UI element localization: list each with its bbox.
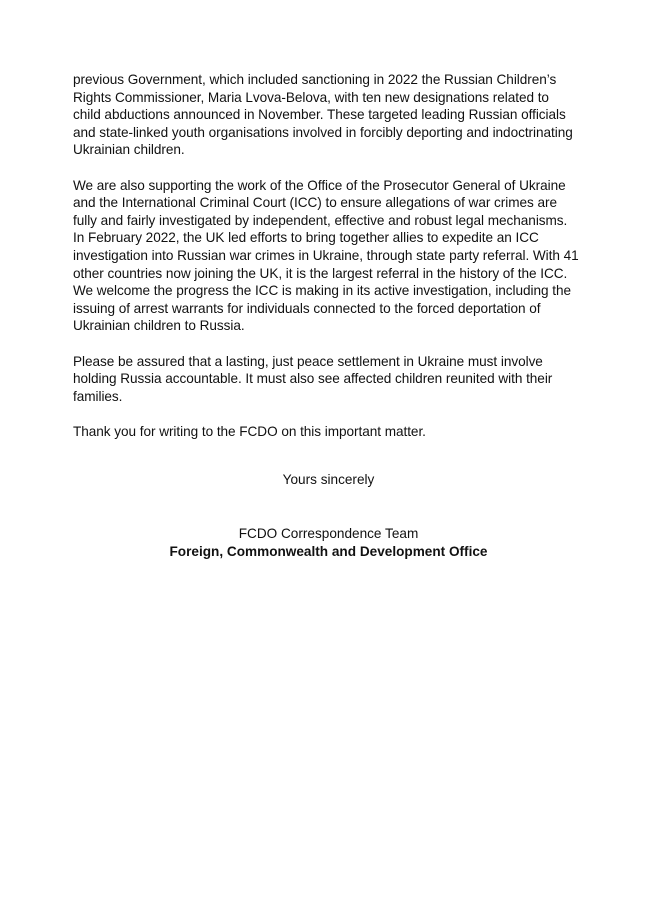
signatory-organisation: Foreign, Commonwealth and Development Office — [169, 544, 488, 559]
text-line: child abductions announced in November. These targeted leading Russian officials — [73, 107, 566, 123]
paragraph-thanks — [73, 423, 593, 441]
text-line: other countries now joining the UK, it is the largest referral in the history of the ICC. — [73, 265, 568, 281]
text-line: In February 2022, the UK led efforts to bring together allies to expedite an ICC — [73, 230, 539, 246]
letter-body — [73, 71, 593, 458]
text-line: families. — [73, 388, 123, 404]
paragraph-peace-settlement — [73, 353, 593, 406]
text-line: Thank you for writing to the FCDO on this important matter. — [73, 423, 426, 439]
paragraph-sanctions — [73, 71, 593, 159]
text-line: and state-linked youth organisations involved in forcibly deporting and indoctrinating — [73, 124, 573, 140]
text-line: We welcome the progress the ICC is making in its active investigation, including the — [73, 283, 571, 299]
text-line: and the International Criminal Court (ICC) to ensure allegations of war crimes are — [73, 195, 557, 211]
text-line: fully and fairly investigated by independent, effective and robust legal mechanisms. — [73, 212, 568, 228]
text-line: Please be assured that a lasting, just peace settlement in Ukraine must involve — [73, 353, 543, 369]
signatory-name: FCDO Correspondence Team — [238, 526, 419, 541]
text-line: investigation into Russian war crimes in Ukraine, through state party referral. With 41 — [73, 247, 579, 263]
valediction: Yours sincerely — [282, 472, 375, 487]
paragraph-icc — [73, 177, 593, 335]
text-line: Rights Commissioner, Maria Lvova-Belova, with ten new designations related to — [73, 89, 549, 105]
text-line: holding Russia accountable. It must also see affected children reunited with their — [73, 371, 553, 387]
text-line: issuing of arrest warrants for individuals connected to the forced deportation of — [73, 300, 541, 316]
text-line: Ukrainian children to Russia. — [73, 318, 245, 334]
text-line: Ukrainian children. — [73, 142, 185, 158]
text-line: We are also supporting the work of the Office of the Prosecutor General of Ukraine — [73, 177, 566, 193]
text-line: previous Government, which included sanctioning in 2022 the Russian Children’s — [73, 72, 557, 87]
